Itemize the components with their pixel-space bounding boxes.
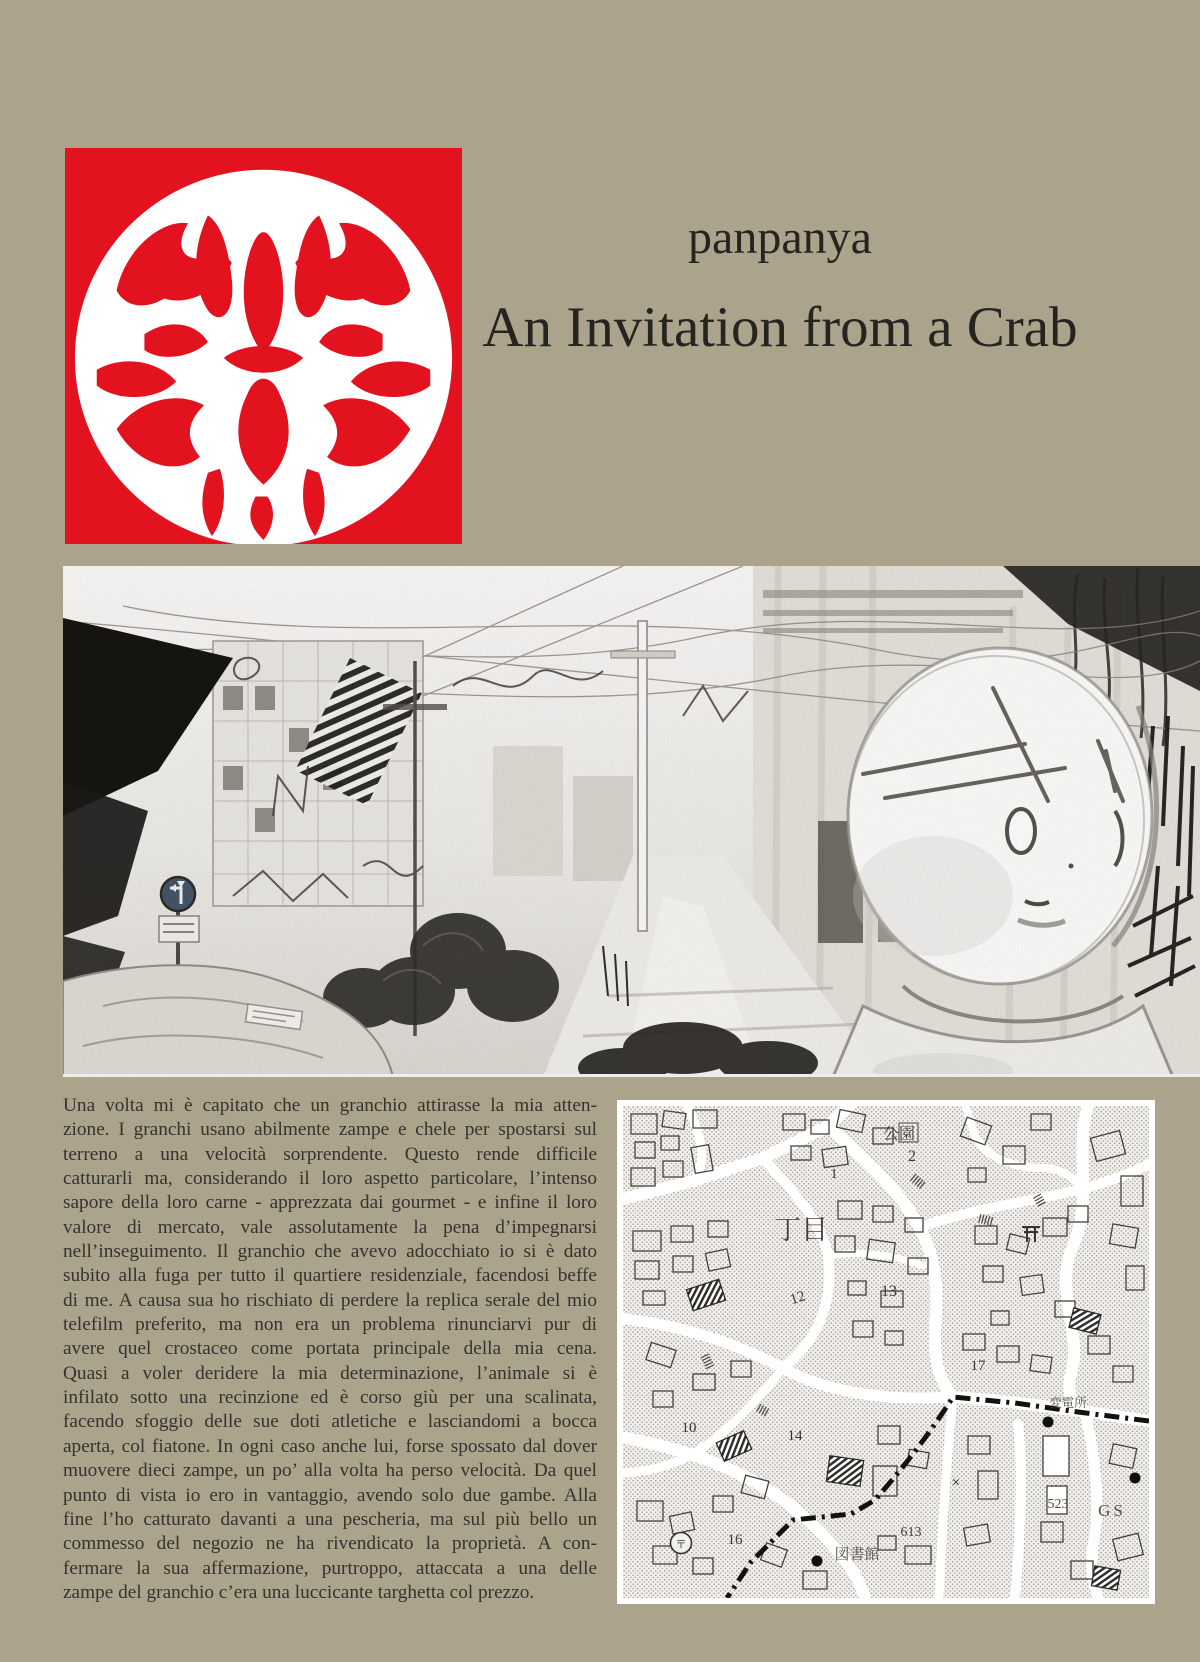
story-line: aperta, col fiatone. In ogni caso anche lui, forse spossato dal dover <box>63 1435 597 1457</box>
story-line: zampe del granchio c’era una luccicante targhetta col prezzo. <box>63 1581 535 1603</box>
map-label-x: × <box>951 1475 961 1491</box>
author-name: panpanya <box>688 211 872 264</box>
neighborhood-map-frame <box>617 1100 1155 1604</box>
gs-dot <box>1130 1473 1141 1484</box>
map-label-2: 2 <box>908 1148 916 1165</box>
map-label-substation: 変電所 <box>1049 1396 1087 1410</box>
story-line: fine l’ho catturato davanti a una pescheria, ma sul più bello un <box>63 1508 597 1530</box>
map-label-613: 613 <box>900 1525 922 1540</box>
story-line: commesso del negozio ne ha rivendicato la proprietà. A con- <box>63 1533 597 1555</box>
map-label-13: 13 <box>881 1283 897 1300</box>
map-label-post: 〒 <box>675 1539 687 1551</box>
crab-emblem-logo <box>65 148 462 544</box>
story-line: Quasi a voler deridere la mia determinazione, l’animale si è <box>63 1362 597 1384</box>
story-line: sapore della loro carne - apprezzata dai gourmet - e infine il loro <box>63 1192 597 1214</box>
map-label-gs: GS <box>1098 1501 1126 1520</box>
map-label-17: 17 <box>970 1358 986 1374</box>
story-paragraph <box>63 1094 597 1605</box>
story-line: avere quel crostaceo come portata principale della mia cena. <box>63 1338 597 1360</box>
story-line: muovere dieci zampe, un po’ alla volta ha perso velocità. Da quel <box>63 1460 597 1482</box>
map-label-16: 16 <box>727 1532 743 1548</box>
substation-dot <box>1043 1417 1054 1428</box>
library-dot <box>812 1556 823 1567</box>
map-label-14: 14 <box>787 1428 803 1444</box>
map-label-1: 1 <box>830 1167 838 1182</box>
story-line: subito alla fuga per tutto il quartiere residenziale, facendosi beffe <box>63 1265 597 1287</box>
story-line: infilato sotto una recinzione ed è corso giù per una scalinata, <box>63 1387 597 1409</box>
map-label-chome: 丁目 <box>774 1215 828 1245</box>
story-line: valore di mercato, vale assolutamente la pena d’impegnarsi <box>63 1216 597 1238</box>
map-label-library: 図書館 <box>834 1547 880 1563</box>
story-line: facendo sfoggio delle sue doti atletiche e lasciandomi a bocca <box>63 1411 597 1433</box>
book-title: An Invitation from a Crab <box>482 296 1078 359</box>
map-label-10: 10 <box>681 1420 697 1436</box>
street-sketch-illustration <box>63 566 1200 1077</box>
story-line: Una volta mi è capitato che un granchio attirasse la mia atten- <box>63 1095 597 1116</box>
map-label-park: 公園 <box>882 1126 916 1143</box>
story-line: telefilm preferito, ma non era un problema rinunciarvi pur di <box>63 1314 597 1336</box>
story-line: terreno a una velocità sorprendente. Questo rende difficile <box>63 1143 597 1165</box>
map-label-12: 12 <box>788 1288 808 1309</box>
story-line: catturarli ma, considerando il loro aspetto particolare, l’intenso <box>63 1168 597 1190</box>
story-line: zione. I granchi usano abilmente zampe e chele per spostarsi sul <box>63 1119 597 1141</box>
map-label-523: 523 <box>1047 1497 1069 1512</box>
story-line: di me. A causa sua ho rischiato di perdere la replica serale del mio <box>63 1289 597 1311</box>
story-line: nell’inseguimento. Il granchio che avevo adocchiato io si è dato <box>63 1241 597 1263</box>
story-line: punto di vista io ero in vantaggio, avendo solo due gambe. Alla <box>63 1484 597 1506</box>
story-line: fermare la sua affermazione, purtroppo, attaccata a una delle <box>63 1557 597 1579</box>
neighborhood-map <box>623 1106 1149 1598</box>
